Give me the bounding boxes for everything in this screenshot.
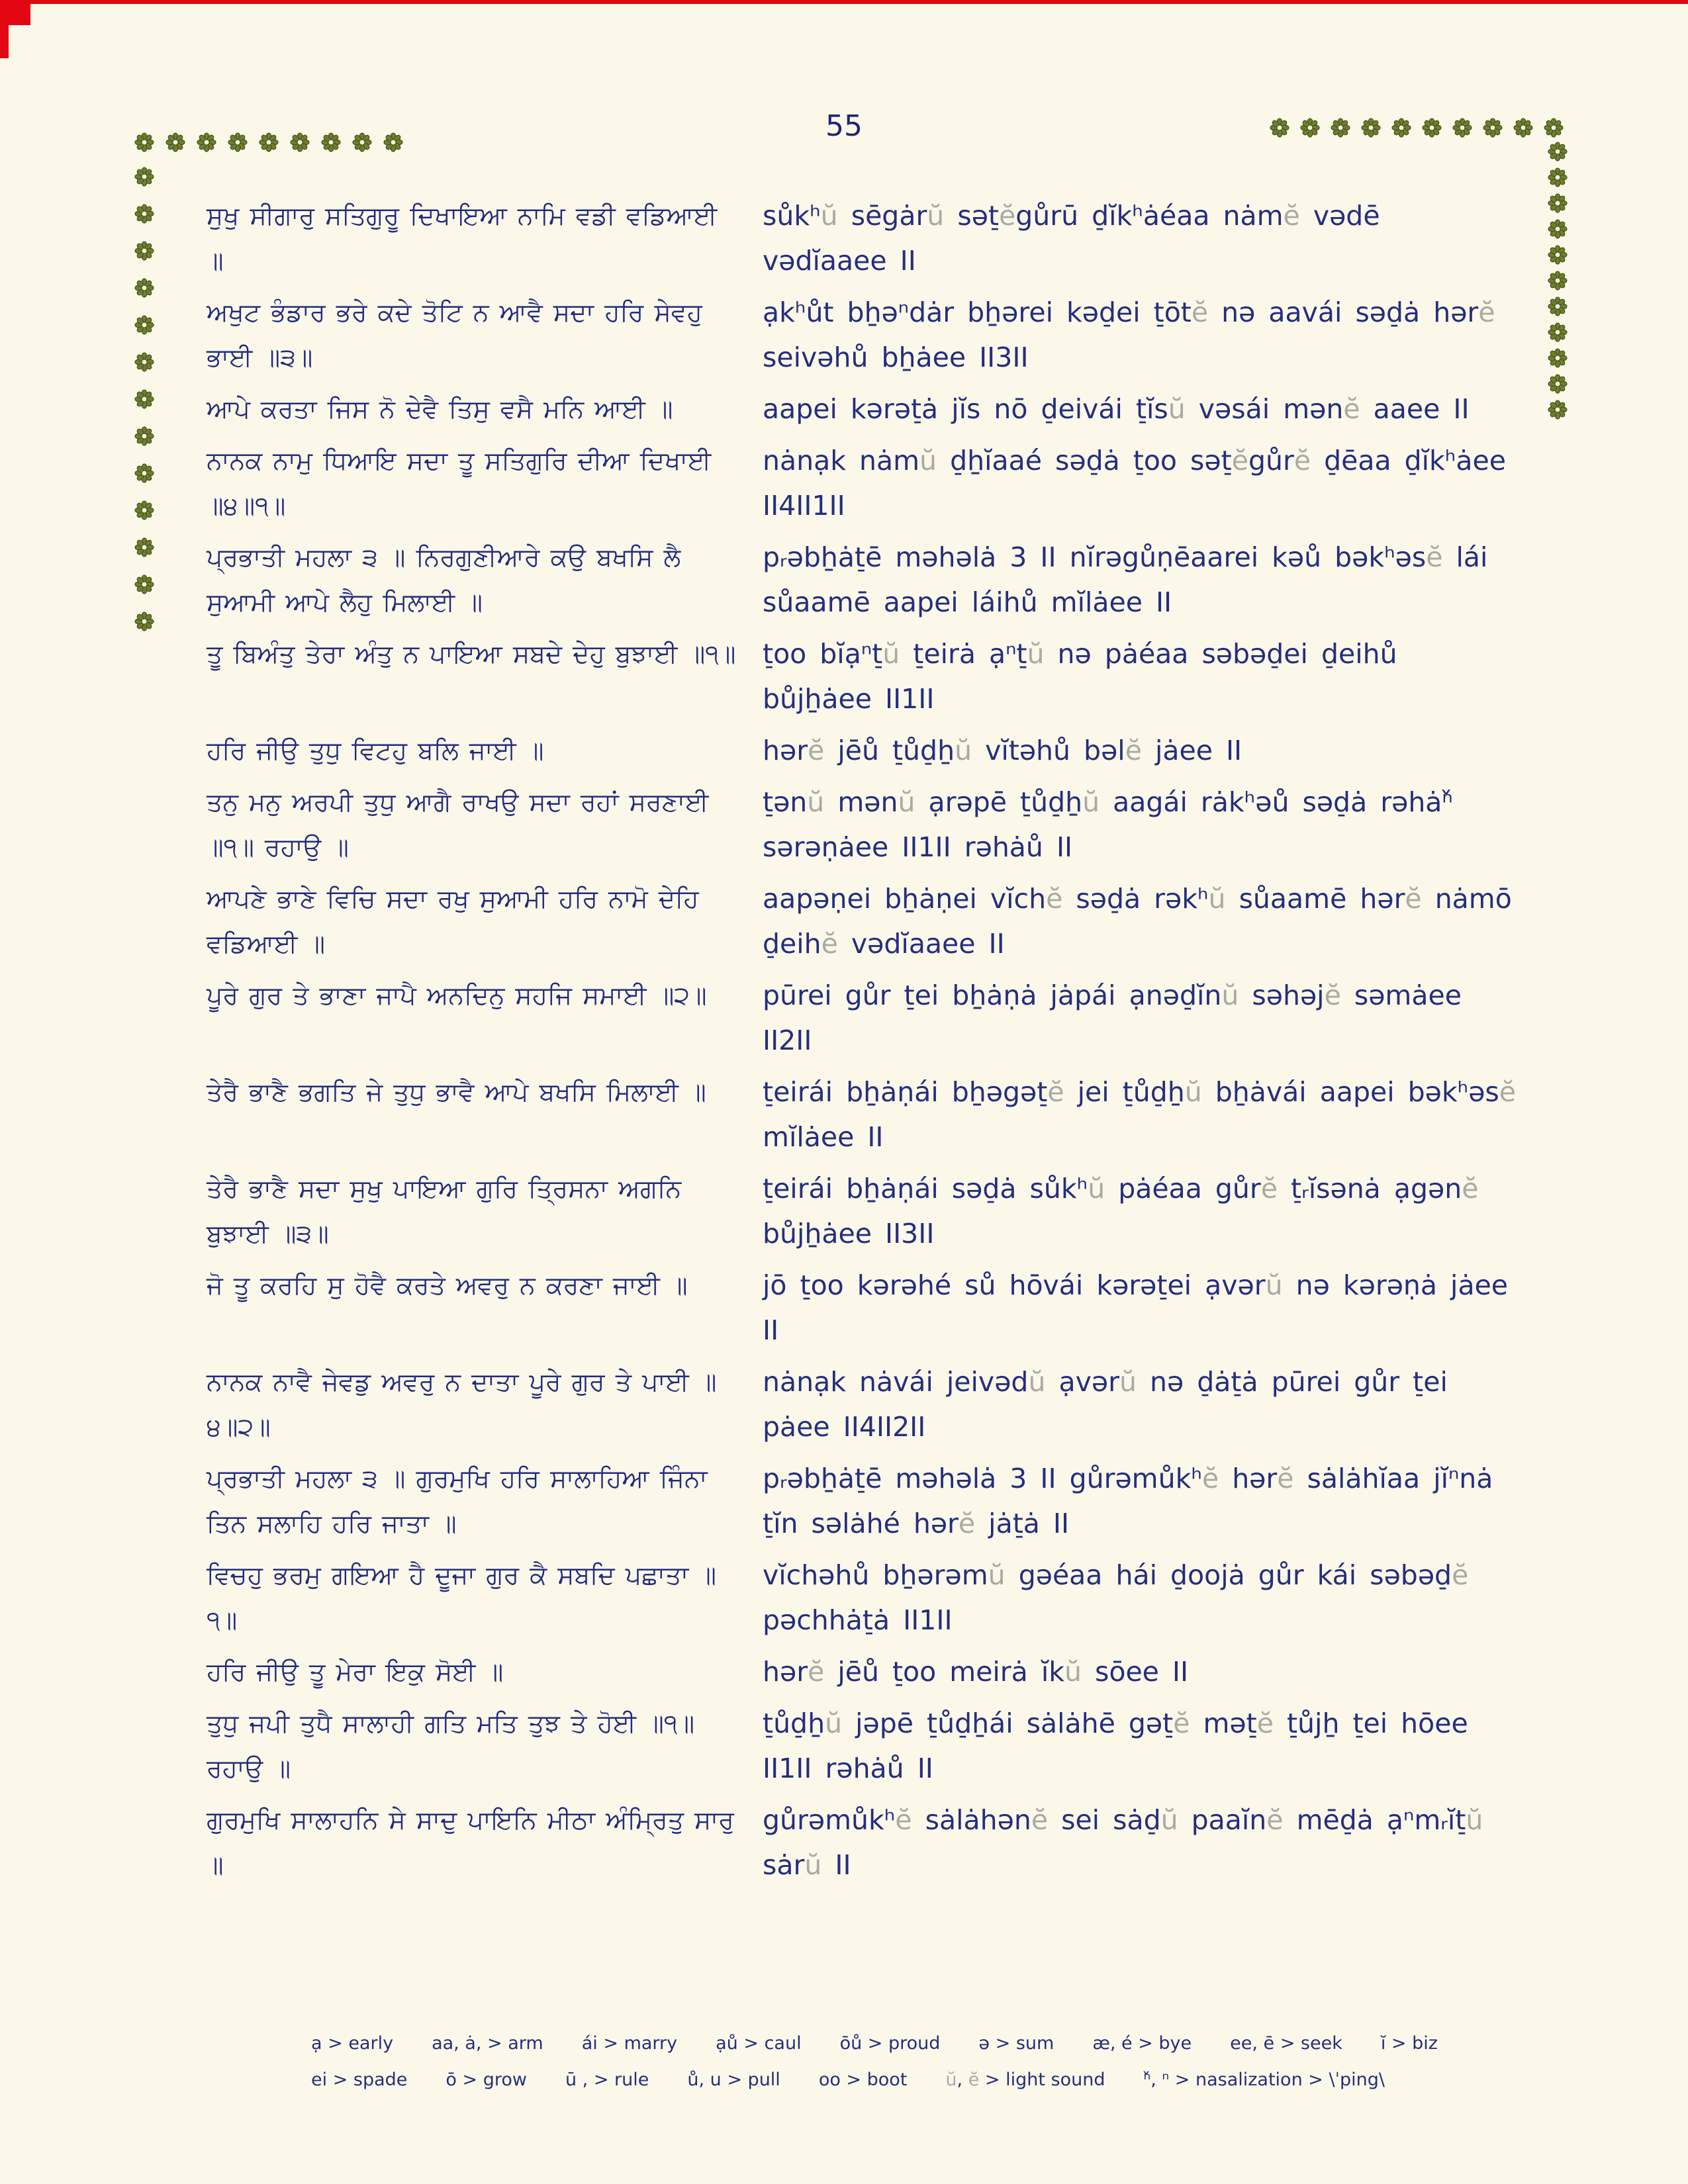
gurmukhi-text: ਪੂਰੇ ਗੁਰ ਤੇ ਭਾਣਾ ਜਾਪੈ ਅਨਦਿਨੁ ਸਹਜਿ ਸਮਾਈ ॥੨॥	[207, 981, 707, 1010]
guide-entry: ei > spade	[311, 2070, 408, 2090]
transliteration-text: aapei kərət̠ȧ jĭs nō d̠eivái t̠ĭsŭ vəsái mənĕ aaee II	[763, 393, 1470, 425]
floret-icon	[1548, 142, 1568, 161]
guide-entry: ū , > rule	[565, 2070, 649, 2090]
verse-row	[207, 1069, 1517, 1160]
guide-entry: aa, ȧ, > arm	[432, 2033, 543, 2054]
guide-entry: ə > sum	[978, 2033, 1055, 2054]
guide-entry: ⁿ̌, ⁿ > nasalization > \ˈping\	[1143, 2070, 1385, 2090]
floret-icon	[1548, 193, 1568, 213]
gurmukhi-text: ਪ੍ਰਭਾਤੀ ਮਹਲਾ ੩ ॥ ਗੁਰਮੁਖਿ ਹਰਿ ਸਾਲਾਹਿਆ ਜਿੰਨਾ ਤਿਨ ਸਲਾਹਿ ਹਰਿ ਜਾਤਾ ॥	[207, 1464, 708, 1538]
floret-icon	[1331, 118, 1350, 138]
guide-entry: ō > grow	[445, 2070, 527, 2090]
pronunciation-guide-row	[311, 2033, 1503, 2054]
verse-list	[207, 193, 1517, 1894]
floret-icon	[134, 204, 154, 224]
verse-row	[207, 1797, 1517, 1888]
verse-row	[207, 973, 1517, 1063]
verse-row	[207, 1649, 1517, 1694]
floret-icon	[134, 500, 154, 520]
floret-icon	[134, 278, 154, 298]
floret-icon	[383, 132, 403, 152]
gurmukhi-text: ਤੇਰੈ ਭਾਣੈ ਭਗਤਿ ਜੇ ਤੁਧੁ ਭਾਵੈ ਆਪੇ ਬਖਸਿ ਮਿਲਾਈ ॥	[207, 1077, 706, 1107]
floret-icon	[1548, 400, 1568, 420]
floret-icon	[134, 537, 154, 557]
floret-icon	[259, 132, 279, 152]
transliteration-text: vĭchəhů bẖərəmŭ gəéaa hái d̠oojȧ gůr kái səbəd̠ĕ pəchhȧt̠ȧ II1II	[763, 1559, 1469, 1636]
verse-row	[207, 876, 1517, 966]
transliteration-text: hərĕ jēů t̠ůd̠ẖŭ vĭtəhů bəlĕ jȧee II	[763, 735, 1243, 766]
verse-row	[207, 1701, 1517, 1791]
gurmukhi-text: ਤਨੁ ਮਨੁ ਅਰਪੀ ਤੁਧੁ ਆਗੈ ਰਾਖਉ ਸਦਾ ਰਹਾਂ ਸਰਣਾਈ ॥੧॥ ਰਹਾਉ ॥	[207, 788, 709, 862]
verse-row	[207, 387, 1517, 432]
verse-row	[207, 1166, 1517, 1256]
floret-icon	[134, 426, 154, 446]
transliteration-text: t̠ůd̠ẖŭ jəpē t̠ůd̠ẖái sȧlȧhē gət̠ĕ mət̠ĕ t̠ůjẖ t̠ei hōee II1II rəhȧů II	[763, 1707, 1468, 1784]
gurmukhi-text: ਹਰਿ ਜੀਉ ਤੂ ਮੇਰਾ ਇਕੁ ਸੋਈ ॥	[207, 1657, 504, 1686]
verse-row	[207, 1456, 1517, 1546]
gurmukhi-text: ਸੁਖੁ ਸੀਗਾਰੁ ਸਤਿਗੁਰੂ ਦਿਖਾਇਆ ਨਾਮਿ ਵਡੀ ਵਡਿਆਈ ॥	[207, 201, 718, 275]
floret-icon	[134, 352, 154, 372]
transliteration-text: t̠oo bĭạⁿt̠ŭ t̠eirȧ ạⁿt̠ŭ nə pȧéaa səbəd̠ei d̠eihů bůjẖȧee II1II	[763, 638, 1397, 715]
floret-icon	[1361, 118, 1381, 138]
verse-row	[207, 535, 1517, 625]
guide-entry: ee, ē > seek	[1230, 2033, 1342, 2054]
gurmukhi-text: ਗੁਰਮੁਖਿ ਸਾਲਾਹਨਿ ਸੇ ਸਾਦੁ ਪਾਇਨਿ ਮੀਠਾ ਅੰਮ੍ਰਿਤੁ ਸਾਰੁ ॥	[207, 1805, 734, 1880]
transliteration-text: t̠eirái bẖȧṇái bẖəgət̠ĕ jei t̠ůd̠ẖŭ bẖȧvái aapei bəkʰəsĕ mĭlȧee II	[763, 1076, 1517, 1153]
transliteration-text: pᵣəbẖȧt̠ē məhəlȧ 3 II gůrəmůkʰĕ hərĕ sȧlȧhĭaa jĭⁿnȧ t̠ĭn səlȧhé hərĕ jȧt̠ȧ II	[763, 1463, 1493, 1539]
gurmukhi-text: ਹਰਿ ਜੀਉ ਤੁਧੁ ਵਿਟਹੁ ਬਲਿ ਜਾਈ ॥	[207, 736, 544, 765]
verse-row	[207, 1553, 1517, 1643]
floret-icon	[1548, 322, 1568, 342]
right-floret-border-column	[1548, 142, 1568, 420]
gurmukhi-text: ਨਾਨਕ ਨਾਵੈ ਜੇਵਡੁ ਅਵਰੁ ਨ ਦਾਤਾ ਪੂਰੇ ਗੁਰ ਤੇ ਪਾਈ ॥੪॥੨॥	[207, 1367, 717, 1441]
page-number: 55	[825, 109, 863, 143]
guide-entry: ŭ, ĕ > light sound	[945, 2070, 1105, 2090]
verse-row	[207, 1359, 1517, 1449]
left-floret-border-column	[134, 167, 154, 631]
floret-icon	[1548, 296, 1568, 316]
floret-icon	[1452, 118, 1472, 138]
floret-icon	[134, 389, 154, 409]
floret-icon	[1548, 245, 1568, 265]
floret-icon	[228, 132, 248, 152]
guide-entry: ů, u > pull	[687, 2070, 780, 2090]
floret-icon	[134, 315, 154, 335]
floret-icon	[134, 463, 154, 483]
floret-icon	[1548, 348, 1568, 368]
gurmukhi-text: ਨਾਨਕ ਨਾਮੁ ਧਿਆਇ ਸਦਾ ਤੂ ਸਤਿਗੁਰਿ ਦੀਆ ਦਿਖਾਈ ॥੪॥੧॥	[207, 446, 712, 520]
guide-entry: oo > boot	[818, 2070, 908, 2090]
floret-icon	[1391, 118, 1411, 138]
floret-icon	[1548, 219, 1568, 239]
gurmukhi-text: ਵਿਚਹੁ ਭਰਮੁ ਗਇਆ ਹੈ ਦੂਜਾ ਗੁਰ ਕੈ ਸਬਦਿ ਪਛਾਤਾ ॥੧॥	[207, 1561, 716, 1635]
left-floret-border-row	[134, 132, 403, 152]
transliteration-text: pᵣəbẖȧt̠ē məhəlȧ 3 II nĭrəgůṇēaarei kəů bəkʰəsĕ lái sůaamē aapei láihů mĭlȧee II	[763, 541, 1488, 618]
guide-entry: æ, é > bye	[1092, 2033, 1192, 2054]
transliteration-text: aapəṇei bẖȧṇei vĭchĕ səd̠ȧ rəkʰŭ sůaamē hərĕ nȧmō d̠eihĕ vədĭaaee II	[763, 883, 1512, 960]
guide-entry: ạ > early	[311, 2033, 394, 2054]
transliteration-text: nȧnạk nȧvái jeivədŭ ạvərŭ nə d̠ȧt̠ȧ pūrei gůr t̠ei pȧee II4II2II	[763, 1366, 1448, 1443]
guide-entry: ạů > caul	[716, 2033, 802, 2054]
floret-icon	[134, 241, 154, 261]
scan-artifact-top-strip	[0, 0, 1688, 4]
floret-icon	[1544, 118, 1564, 138]
gurmukhi-text: ਤੁਧੁ ਜਪੀ ਤੁਧੈ ਸਾਲਾਹੀ ਗਤਿ ਮਤਿ ਤੁਝ ਤੇ ਹੋਈ ॥੧॥ ਰਹਾਉ ॥	[207, 1709, 695, 1783]
floret-icon	[1483, 118, 1503, 138]
transliteration-text: nȧnạk nȧmŭ d̠ẖĭaaé səd̠ȧ t̠oo sət̠ĕgůrĕ d̠ēaa d̠ĭkʰȧee II4II1II	[763, 445, 1506, 522]
floret-icon	[134, 167, 154, 187]
verse-row	[207, 780, 1517, 870]
floret-icon	[1548, 271, 1568, 291]
transliteration-text: ạkʰůt bẖəⁿdȧr bẖərei kəd̠ei t̠ōtĕ nə aavái səd̠ȧ hərĕ seivəhů bẖȧee II3II	[763, 296, 1495, 373]
floret-icon	[1513, 118, 1533, 138]
transliteration-text: hərĕ jēů t̠oo meirȧ ĭkŭ sōee II	[763, 1656, 1189, 1688]
floret-icon	[197, 132, 216, 152]
floret-icon	[134, 132, 154, 152]
verse-row	[207, 1263, 1517, 1353]
floret-icon	[134, 612, 154, 631]
floret-icon	[1422, 118, 1442, 138]
gurmukhi-text: ਤੂ ਬਿਅੰਤੁ ਤੇਰਾ ਅੰਤੁ ਨ ਪਾਇਆ ਸਬਦੇ ਦੇਹੁ ਬੁਝਾਈ ॥੧॥	[207, 639, 736, 668]
transliteration-text: t̠ənŭ mənŭ ạrəpē t̠ůd̠ẖŭ aagái rȧkʰəů səd̠ȧ rəhȧⁿ̌ sərəṇȧee II1II rəhȧů II	[763, 786, 1453, 863]
gurmukhi-text: ਅਖੁਟ ਭੰਡਾਰ ਭਰੇ ਕਦੇ ਤੋਟਿ ਨ ਆਵੈ ਸਦਾ ਹਰਿ ਸੇਵਹੁ ਭਾਈ ॥੩॥	[207, 298, 702, 372]
right-floret-border-row	[1270, 118, 1564, 138]
floret-icon	[1548, 374, 1568, 394]
verse-row	[207, 438, 1517, 528]
scan-artifact-corner	[0, 0, 9, 58]
pronunciation-guide	[311, 2033, 1503, 2090]
floret-icon	[1270, 118, 1289, 138]
gurmukhi-text: ਪ੍ਰਭਾਤੀ ਮਹਲਾ ੩ ॥ ਨਿਰਗੁਣੀਆਰੇ ਕਉ ਬਖਸਿ ਲੈ ਸੁਆਮੀ ਆਪੇ ਲੈਹੁ ਮਿਲਾਈ ॥	[207, 543, 681, 617]
transliteration-text: t̠eirái bẖȧṇái səd̠ȧ sůkʰŭ pȧéaa gůrĕ t̠ᵣĭsənȧ ạgənĕ bůjẖȧee II3II	[763, 1173, 1479, 1250]
verse-row	[207, 193, 1517, 283]
transliteration-text: pūrei gůr t̠ei bẖȧṇȧ jȧpái ạnəd̠ĭnŭ səhəjĕ səmȧee II2II	[763, 979, 1462, 1056]
floret-icon	[165, 132, 185, 152]
gurmukhi-text: ਆਪਣੇ ਭਾਣੇ ਵਿਚਿ ਸਦਾ ਰਖੁ ਸੁਆਮੀ ਹਰਿ ਨਾਮੋ ਦੇਹਿ ਵਡਿਆਈ ॥	[207, 884, 699, 958]
verse-row	[207, 290, 1517, 380]
verse-row	[207, 631, 1517, 721]
floret-icon	[290, 132, 310, 152]
gurmukhi-text: ਆਪੇ ਕਰਤਾ ਜਿਸ ਨੋ ਦੇਵੈ ਤਿਸੁ ਵਸੈ ਮਨਿ ਆਈ ॥	[207, 394, 673, 424]
transliteration-text: jō t̠oo kərəhé sů hōvái kərət̠ei ạvərŭ nə kərəṇȧ jȧee II	[763, 1269, 1509, 1346]
floret-icon	[1548, 167, 1568, 187]
transliteration-text: sůkʰŭ sēgȧrŭ sət̠ĕgůrū d̠ĭkʰȧéaa nȧmĕ vədē vədĭaaee II	[763, 200, 1380, 277]
floret-icon	[134, 574, 154, 594]
floret-icon	[352, 132, 372, 152]
verse-row	[207, 728, 1517, 773]
guide-entry: ōů > proud	[839, 2033, 941, 2054]
gurmukhi-text: ਜੋ ਤੂ ਕਰਹਿ ਸੁ ਹੋਵੈ ਕਰਤੇ ਅਵਰੁ ਨ ਕਰਣਾ ਜਾਈ ॥	[207, 1271, 688, 1300]
guide-entry: ái > marry	[581, 2033, 678, 2054]
floret-icon	[1300, 118, 1320, 138]
guide-entry: ĭ > biz	[1380, 2033, 1438, 2054]
gurmukhi-text: ਤੇਰੈ ਭਾਣੈ ਸਦਾ ਸੁਖੁ ਪਾਇਆ ਗੁਰਿ ਤ੍ਰਿਸਨਾ ਅਗਨਿ ਬੁਝਾਈ ॥੩॥	[207, 1174, 682, 1248]
floret-icon	[321, 132, 341, 152]
pronunciation-guide-row	[311, 2070, 1503, 2090]
transliteration-text: gůrəmůkʰĕ sȧlȧhənĕ sei sȧd̠ŭ paaĭnĕ mēd̠ȧ ạⁿmᵣĭt̠ŭ sȧrŭ II	[763, 1804, 1483, 1881]
